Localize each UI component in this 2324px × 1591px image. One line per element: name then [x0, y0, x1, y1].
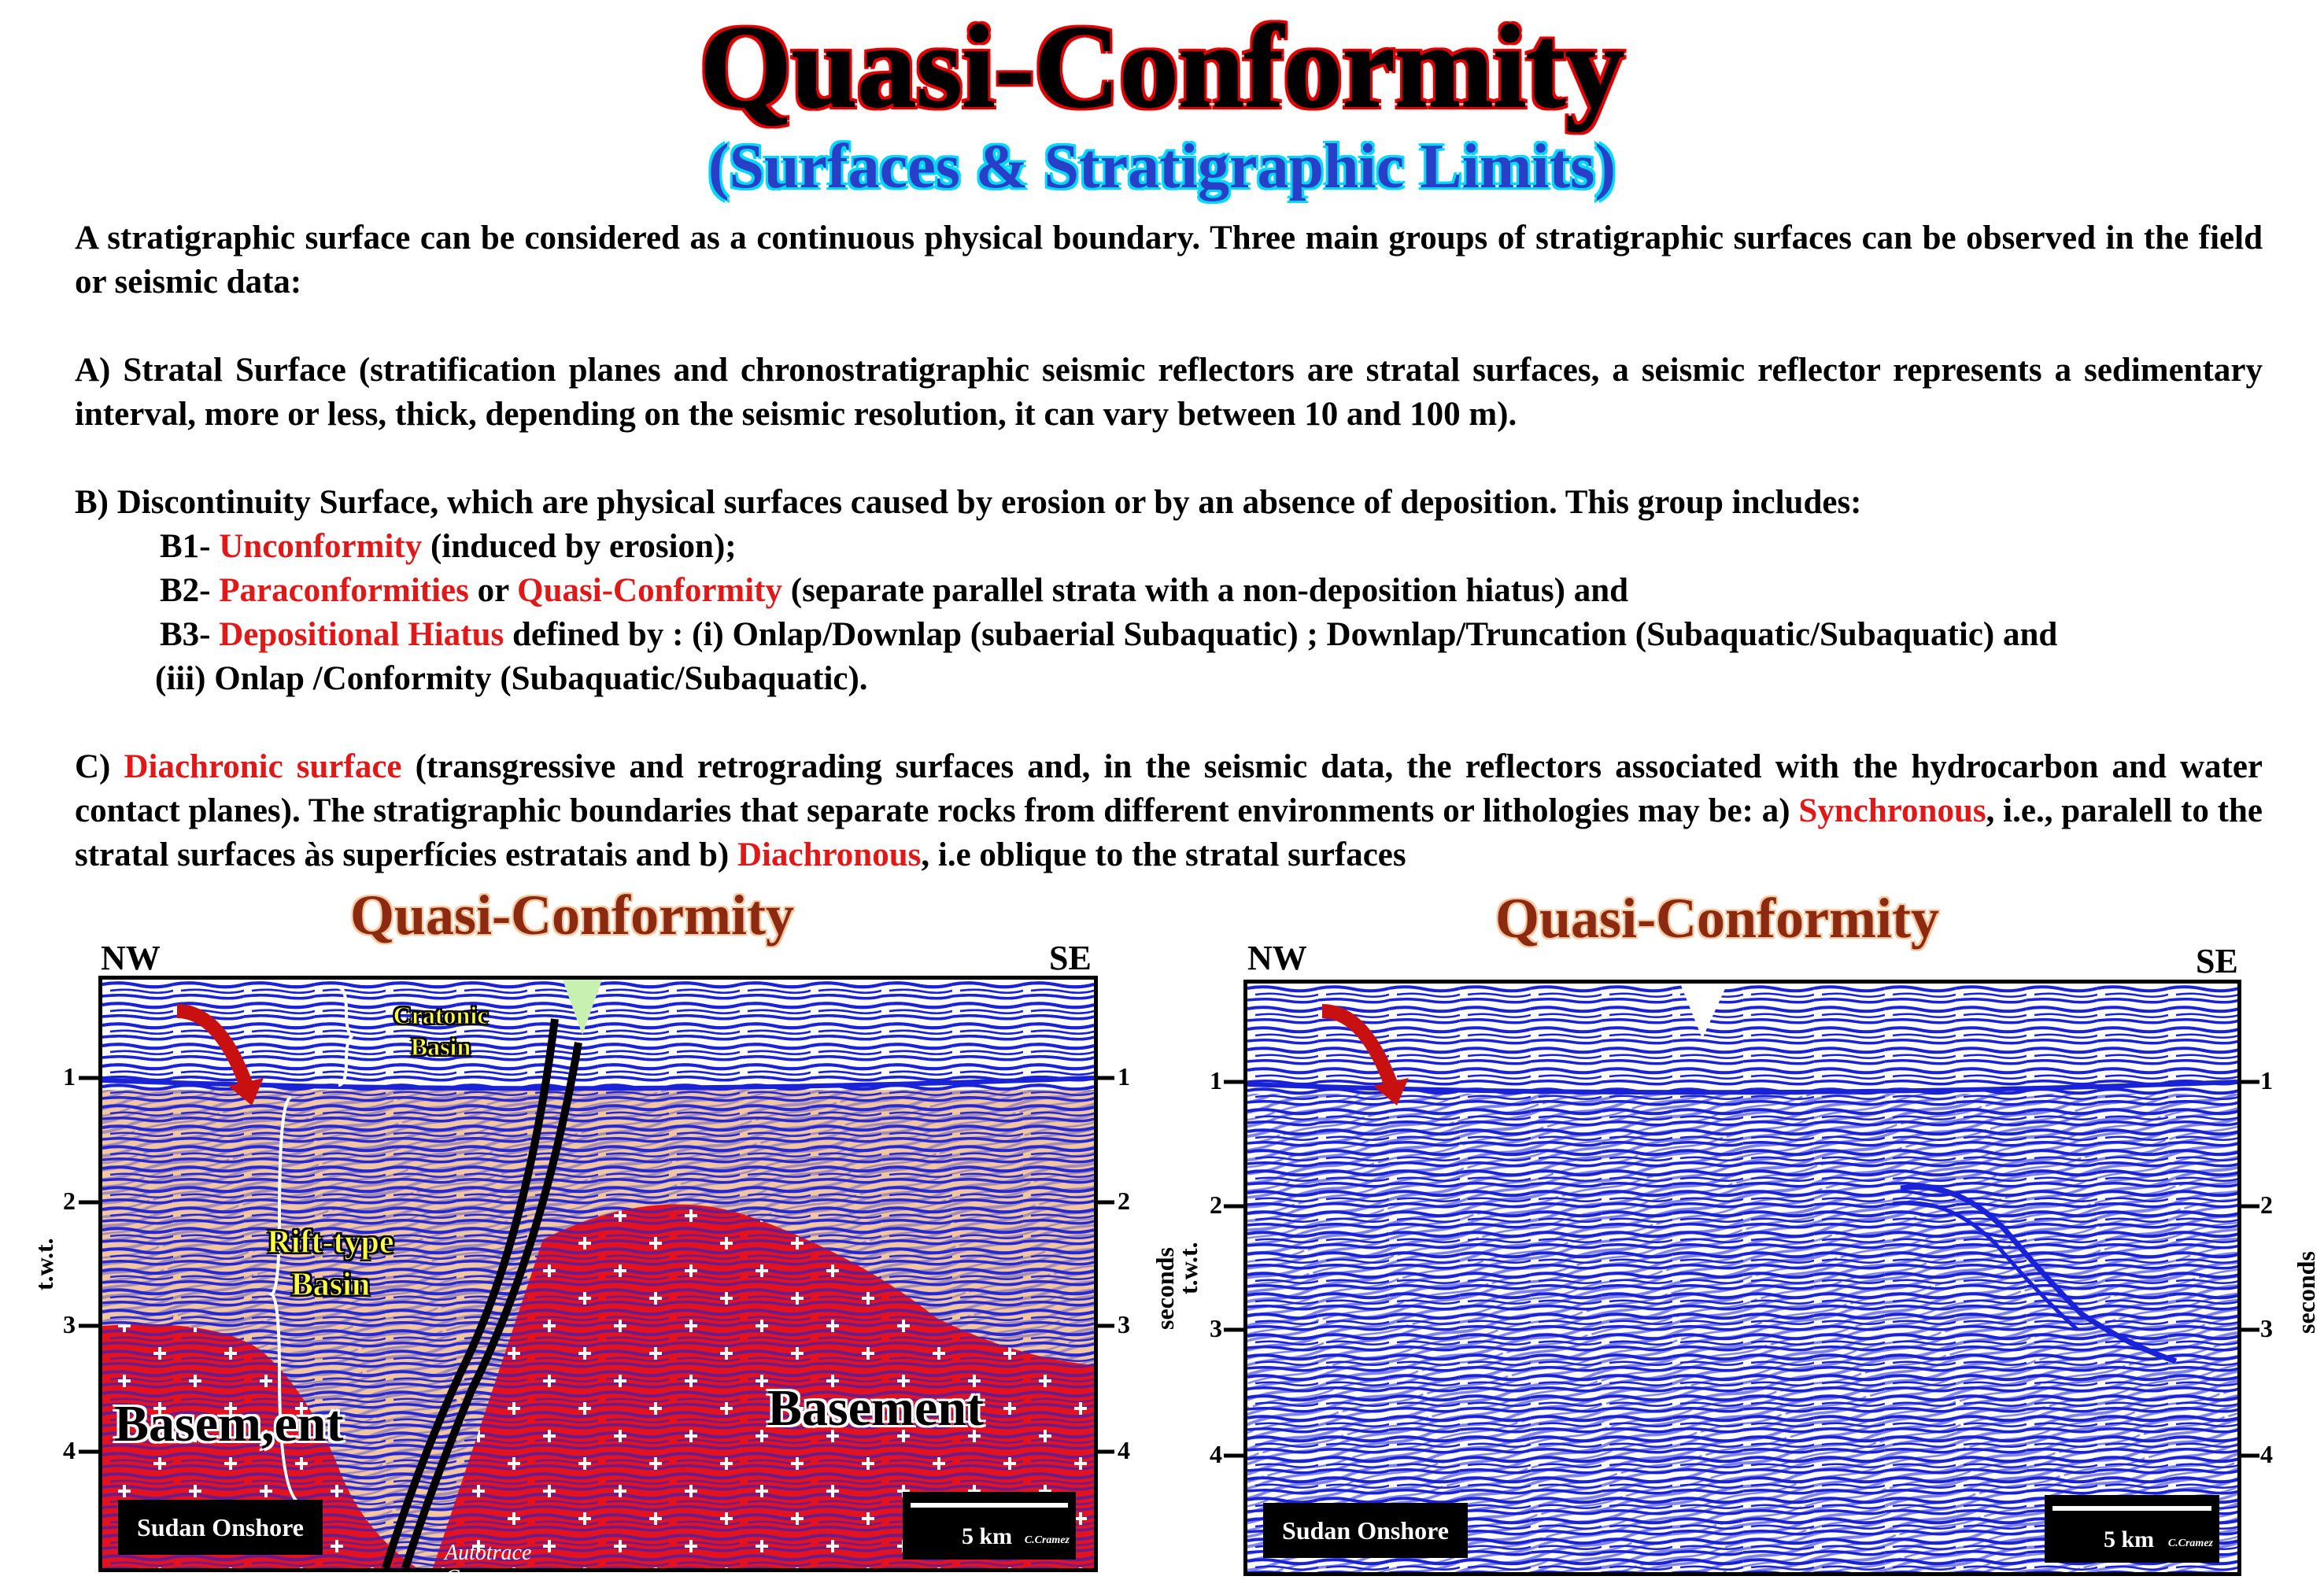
- term-depositional-hiatus: Depositional Hiatus: [219, 616, 504, 653]
- item-b2: B2- Paraconformities or Quasi-Conformity (separate parallel strata with a non-deposition hiatus) and: [160, 572, 1629, 609]
- left-y-label: t.w.t.: [30, 1238, 58, 1290]
- left-region-badge: Sudan Onshore: [118, 1500, 323, 1555]
- left-tick-2: 2: [63, 1187, 76, 1215]
- left-tick-1: 1: [63, 1062, 76, 1091]
- term-synchronous: Synchronous: [1798, 792, 1986, 829]
- right-tick-2-right: 2: [2260, 1190, 2273, 1219]
- term-unconformity: Unconformity: [219, 528, 423, 565]
- term-diachronic-surface: Diachronic surface: [124, 748, 402, 785]
- rift-basin-label: Rift-type Basin: [267, 1224, 394, 1303]
- term-quasi-conformity: Quasi-Conformity: [517, 572, 782, 609]
- right-seismic-section: [1247, 984, 2237, 1572]
- paragraph-c: C) Diachronic surface (transgressive and retrograding surfaces and, in the seismic data, the reflectors associated with the hydrocarbon and water contact planes). The stratigraphic boundaries that separate rocks from different environments or lithologies may be: a) Synchronous, i.e., paralell to the stratal surfaces às superfícies estratais and b) Diachronous, i.e oblique to the stratal surfaces: [75, 748, 2263, 873]
- left-credit: C.Cramez: [1024, 1534, 1070, 1546]
- paragraph-a: A) Stratal Surface (stratification planes and chronostratigraphic seismic reflectors are stratal surfaces, a seismic reflector represents a sedimentary interval, more or less, thick, depending on the seismic resolution, it can vary between 10 and 100 m).: [75, 352, 2263, 433]
- right-region-badge: Sudan Onshore: [1263, 1503, 1468, 1558]
- right-y-label: t.w.t.: [1174, 1242, 1203, 1294]
- right-credit: C.Cramez: [2167, 1537, 2213, 1549]
- right-y-label-right: seconds: [2292, 1251, 2320, 1334]
- right-tick-1-right: 1: [2260, 1066, 2273, 1095]
- intro-paragraph: A stratigraphic surface can be considered as a continuous physical boundary. Three main groups of stratigraphic surfaces can be observed in the field or seismic data:: [75, 220, 2263, 301]
- item-b3-continued: (iii) Onlap /Conformity (Subaquatic/Subaquatic).: [155, 660, 868, 697]
- left-scale-bar: [903, 1492, 1076, 1560]
- left-tick-3-right: 3: [1118, 1310, 1130, 1338]
- item-b3: B3- Depositional Hiatus defined by : (i) Onlap/Downlap (subaerial Subaquatic) ; Downlap/Truncation (Subaquatic/Subaquatic) and: [160, 616, 2058, 653]
- left-se-label: SE: [1049, 939, 1092, 977]
- left-nw-label: NW: [101, 939, 161, 977]
- body-text: [75, 216, 2263, 877]
- left-tick-4-right: 4: [1118, 1436, 1130, 1464]
- right-tick-4-right: 4: [2260, 1440, 2273, 1468]
- left-watermark: Autotrace Canvas: [445, 1541, 532, 1590]
- left-seismic-section: [102, 980, 1094, 1568]
- right-tick-3: 3: [1210, 1314, 1222, 1342]
- left-tick-4: 4: [63, 1436, 76, 1464]
- right-nw-label: NW: [1247, 939, 1307, 977]
- cratonic-basin-label: Cratonic Basin: [393, 1001, 489, 1061]
- right-tick-1: 1: [1210, 1066, 1222, 1095]
- term-diachronous: Diachronous: [737, 836, 922, 873]
- right-tick-3-right: 3: [2260, 1314, 2273, 1342]
- term-paraconformities: Paraconformities: [219, 572, 469, 609]
- right-seismic-frame: [1243, 980, 2241, 1576]
- basement-left-label: Basem,ent: [114, 1395, 344, 1453]
- item-b1: B1- Unconformity (induced by erosion);: [160, 528, 737, 565]
- left-y-label-right: seconds: [1151, 1247, 1179, 1330]
- left-tick-3: 3: [63, 1310, 76, 1338]
- left-tick-1-right: 1: [1118, 1062, 1130, 1091]
- right-tick-4: 4: [1210, 1440, 1222, 1468]
- right-scale-label: 5 km: [2104, 1526, 2155, 1552]
- paragraph-b: B) Discontinuity Surface, which are physical surfaces caused by erosion or by an absence of deposition. This group includes:: [75, 484, 1862, 521]
- page-title: Quasi-Conformity: [700, 2, 1624, 132]
- right-scale-bar: [2045, 1495, 2219, 1563]
- right-panel-title: Quasi-Conformity: [1495, 887, 1939, 950]
- left-seismic-frame: [98, 976, 1098, 1572]
- left-tick-2-right: 2: [1118, 1187, 1130, 1215]
- page-subtitle: (Surfaces & Stratigraphic Limits): [708, 132, 1616, 201]
- basement-right-label: Basement: [767, 1379, 984, 1437]
- left-scale-label: 5 km: [962, 1523, 1013, 1549]
- left-panel-title: Quasi-Conformity: [350, 884, 794, 947]
- right-se-label: SE: [2196, 942, 2238, 980]
- right-tick-2: 2: [1210, 1190, 1222, 1219]
